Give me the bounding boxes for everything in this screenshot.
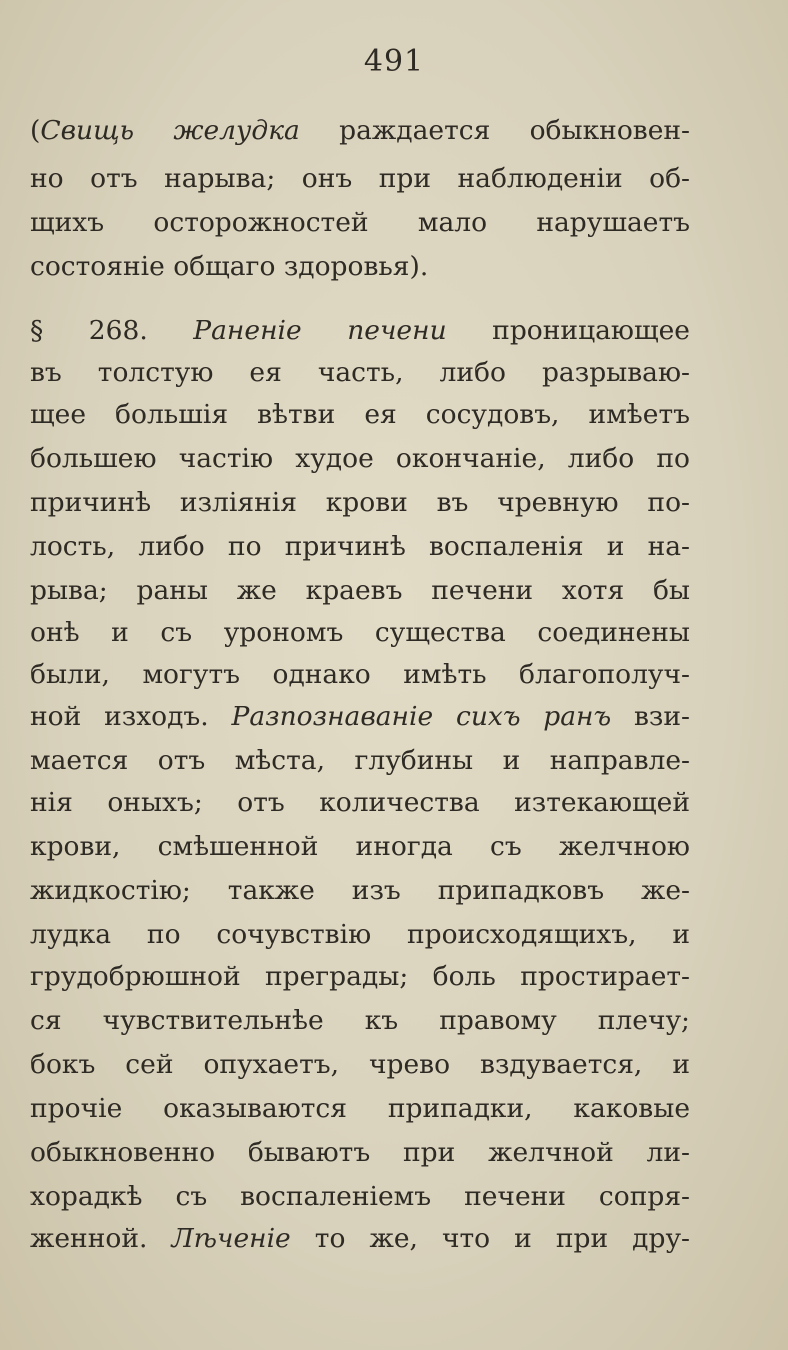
text-line-15: мается отъ мѣста, глубины и направле- xyxy=(30,745,690,776)
text-line-6: въ толстую ея часть, либо разрываю- xyxy=(30,357,690,388)
page-number: 491 xyxy=(363,44,425,79)
text-run: § 268. xyxy=(30,315,194,346)
text-line-7: щее большiя вѣтви ея сосудовъ, имѣетъ xyxy=(30,399,690,430)
text-line-26 xyxy=(30,1223,690,1254)
text-run: женной. xyxy=(30,1223,172,1254)
text-line-25: хорадкѣ съ воспаленiемъ печени сопря- xyxy=(30,1181,690,1212)
text-line-1 xyxy=(30,115,690,146)
text-line-21: ся чувствительнѣе къ правому плечу; xyxy=(30,1005,690,1036)
text-line-22: бокъ сей опухаетъ, чрево вздувается, и xyxy=(30,1049,690,1080)
text-run: ( xyxy=(30,115,41,146)
text-line-13: были, могутъ однако имѣть благополуч- xyxy=(30,659,690,690)
italic-term: Разпознаванiе сихъ ранъ xyxy=(231,701,612,732)
text-line-8: большею частiю худое окончанiе, либо по xyxy=(30,443,690,474)
text-line-11: рыва; раны же краевъ печени хотя бы xyxy=(30,575,690,606)
text-line-5 xyxy=(30,315,690,346)
text-line-17: крови, смѣшенной иногда съ желчною xyxy=(30,831,690,862)
text-line-9: причинѣ изліянія крови въ чревную по- xyxy=(30,487,690,518)
text-run: взи- xyxy=(611,701,690,732)
text-line-4: состоянiе общаго здоровья). xyxy=(30,251,429,282)
text-line-10: лость, либо по причинѣ воспаленiя и на- xyxy=(30,531,690,562)
text-run: раждается обыкновен- xyxy=(299,115,690,146)
text-run: проницающее xyxy=(446,315,690,346)
text-line-24: обыкновенно бываютъ при желчной ли- xyxy=(30,1137,690,1168)
italic-term: Раненiе печени xyxy=(193,315,447,346)
text-line-14 xyxy=(30,701,690,732)
text-run: то же, что и при дру- xyxy=(290,1223,690,1254)
text-line-19: лудка по сочувствiю происходящихъ, и xyxy=(30,919,690,950)
text-line-2: но отъ нарыва; онъ при наблюденiи об- xyxy=(30,163,690,194)
text-line-20: грудобрюшной преграды; боль простирает- xyxy=(30,961,690,992)
text-line-16: нiя оныхъ; отъ количества изтекающей xyxy=(30,787,690,818)
italic-term: Свищь желудка xyxy=(40,115,300,146)
text-line-12: онѣ и съ урономъ существа соединены xyxy=(30,617,690,648)
text-line-23: прочiе оказываются припадки, каковые xyxy=(30,1093,690,1124)
text-run: ной изходъ. xyxy=(30,701,232,732)
text-line-18: жидкостiю; также изъ припадковъ же- xyxy=(30,875,690,906)
italic-term: Лѣченiе xyxy=(171,1223,291,1254)
text-line-3: щихъ осторожностей мало нарушаетъ xyxy=(30,207,690,238)
